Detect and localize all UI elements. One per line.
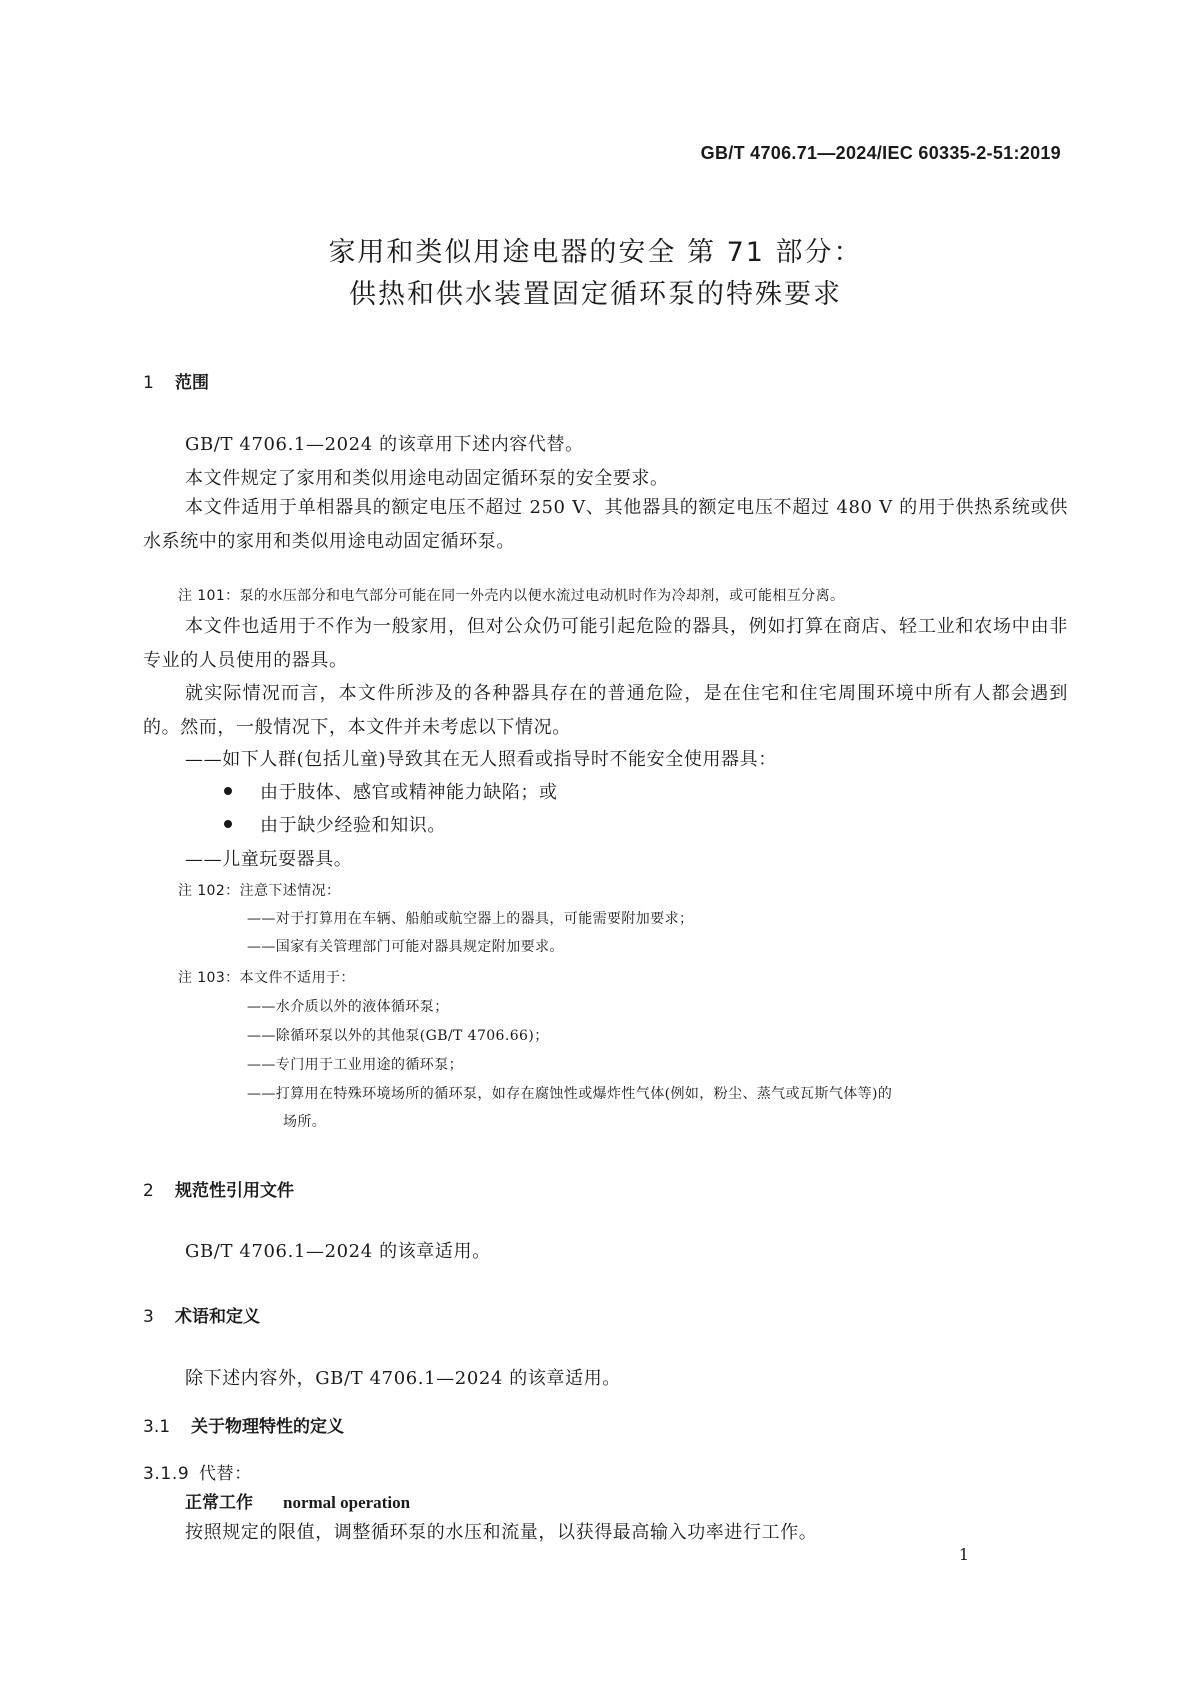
note-103-item-continuation: 场所。: [283, 1114, 327, 1130]
section-1-title: 范围: [175, 373, 209, 393]
note-103-label: 注 103：: [178, 970, 240, 986]
section-2-number: 2: [143, 1181, 154, 1201]
section-3-title: 术语和定义: [175, 1307, 260, 1327]
document-title-line1: 家用和类似用途电器的安全 第 71 部分：: [328, 237, 863, 268]
subsection-3-1-number: 3.1: [143, 1417, 171, 1437]
page-number: 1: [958, 1545, 969, 1564]
section-3-number: 3: [143, 1307, 154, 1327]
note-102-text: 注意下述情况：: [239, 883, 341, 899]
term-chinese: 正常工作: [185, 1493, 253, 1513]
section-1-para-2: 本文件规定了家用和类似用途电动固定循环泵的安全要求。: [185, 468, 669, 489]
note-103-item: ——打算用在特殊环境场所的循环泵，如存在腐蚀性或爆炸性气体(例如，粉尘、蒸气或瓦斯气体等)的: [247, 1086, 893, 1102]
note-103: [178, 967, 355, 987]
bullet-item-1: [224, 778, 558, 804]
dash-item-2: ——儿童玩耍器具。: [185, 849, 353, 870]
clause-3-1-9-number: 3.1.9: [143, 1464, 190, 1484]
bullet-item-2: [224, 811, 446, 837]
clause-3-1-9: [143, 1459, 252, 1484]
note-102-item: ——对于打算用在车辆、船舶或航空器上的器具，可能需要附加要求；: [247, 911, 694, 927]
dash-item-1: ——如下人群(包括儿童)导致其在无人照看或指导时不能安全使用器具：: [185, 749, 777, 770]
section-3-heading: [143, 1302, 260, 1327]
bullet-item-2-text: 由于缺少经验和知识。: [260, 815, 446, 836]
term-english: normal operation: [283, 1493, 411, 1512]
term-entry: [185, 1488, 410, 1513]
subsection-3-1-heading: [143, 1412, 344, 1437]
clause-3-1-9-text: 代替：: [199, 1464, 252, 1484]
note-102-label: 注 102：: [178, 883, 240, 899]
section-1-para-3: 本文件适用于单相器具的额定电压不超过 250 V、其他器具的额定电压不超过 480 V 的用于供热系统或供水系统中的家用和类似用途电动固定循环泵。: [143, 497, 1068, 552]
note-102-item: ——国家有关管理部门可能对器具规定附加要求。: [247, 939, 564, 955]
term-definition: 按照规定的限值，调整循环泵的水压和流量，以获得最高输入功率进行工作。: [185, 1522, 818, 1543]
section-1-para-1: GB/T 4706.1—2024 的该章用下述内容代替。: [185, 434, 584, 455]
section-2-para-1: GB/T 4706.1—2024 的该章适用。: [185, 1241, 491, 1262]
section-1-para-4: 本文件也适用于不作为一般家用，但对公众仍可能引起危险的器具，例如打算在商店、轻工业和农场中由非专业的人员使用的器具。: [143, 616, 1068, 671]
section-2-title: 规范性引用文件: [175, 1181, 294, 1201]
note-101-text: 泵的水压部分和电气部分可能在同一外壳内以便水流过电动机时作为冷却剂，或可能相互分离。: [239, 588, 845, 604]
section-1-number: 1: [143, 373, 154, 393]
bullet-dot-icon: [224, 787, 232, 795]
bullet-item-1-text: 由于肢体、感官或精神能力缺陷；或: [260, 782, 558, 803]
document-title-line2: 供热和供水装置固定循环泵的特殊要求: [349, 279, 842, 310]
note-101-label: 注 101：: [178, 588, 240, 604]
section-1-heading: [143, 368, 209, 393]
standard-id-header: GB/T 4706.71—2024/IEC 60335-2-51:2019: [700, 143, 1061, 163]
subsection-3-1-title: 关于物理特性的定义: [191, 1417, 344, 1437]
note-103-item: ——除循环泵以外的其他泵(GB/T 4706.66)；: [247, 1028, 549, 1044]
note-102: [178, 880, 340, 900]
note-103-text: 本文件不适用于：: [239, 970, 355, 986]
note-101: [178, 585, 844, 605]
section-2-heading: [143, 1176, 294, 1201]
note-103-item: ——水介质以外的液体循环泵；: [247, 999, 449, 1015]
section-1-para-5: 就实际情况而言，本文件所涉及的各种器具存在的普通危险，是在住宅和住宅周围环境中所有人都会遇到的。然而，一般情况下，本文件并未考虑以下情况。: [143, 683, 1068, 738]
bullet-dot-icon: [224, 820, 232, 828]
section-3-para-1: 除下述内容外，GB/T 4706.1—2024 的该章适用。: [185, 1368, 621, 1389]
note-103-item: ——专门用于工业用途的循环泵；: [247, 1057, 463, 1073]
